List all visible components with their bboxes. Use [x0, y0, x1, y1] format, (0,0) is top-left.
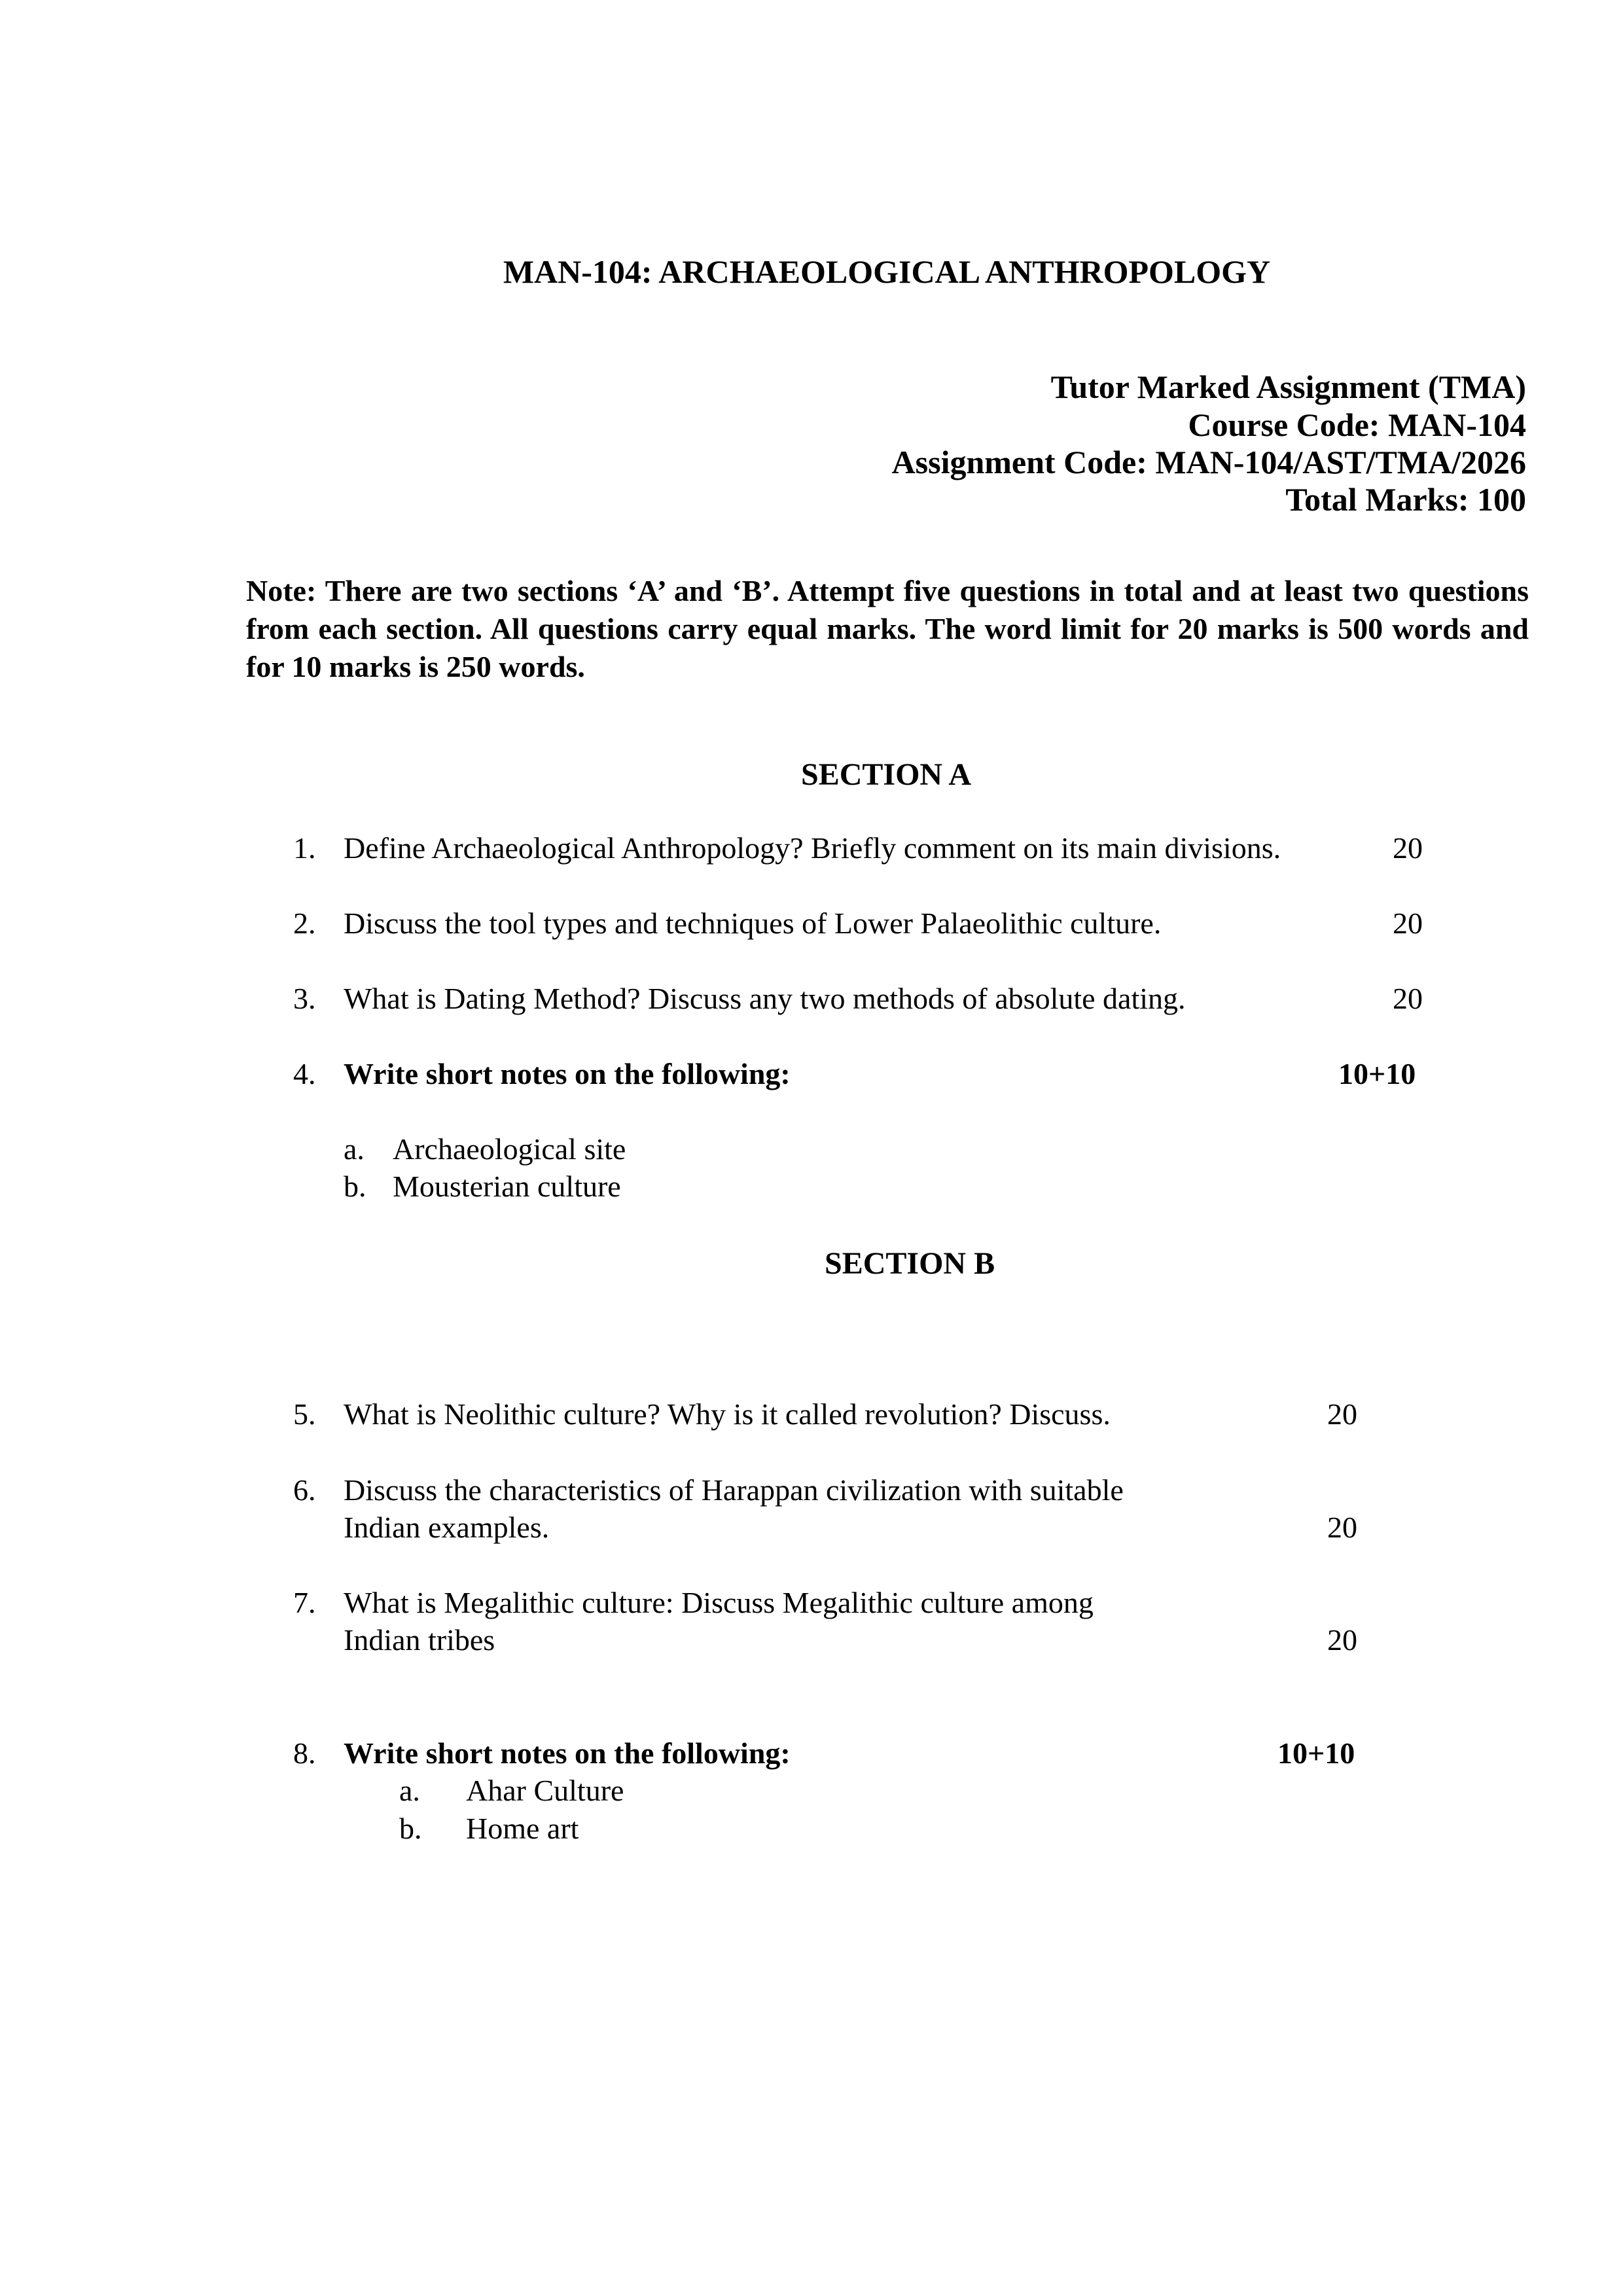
section-a-heading: SECTION A — [801, 757, 972, 792]
question-number: 5. — [293, 1397, 316, 1431]
question-text: What is Dating Method? Discuss any two methods of absolute dating. — [344, 982, 1186, 1015]
sub-item-text: Mousterian culture — [393, 1170, 621, 1203]
question-marks: 20 — [1393, 982, 1423, 1015]
question-text: Define Archaeological Anthropology? Briefly comment on its main divisions. — [344, 831, 1281, 865]
question-text-line: What is Megalithic culture: Discuss Megalithic culture among — [344, 1586, 1094, 1619]
question-number: 1. — [293, 831, 316, 865]
sub-item-letter: a. — [399, 1774, 420, 1807]
document-title: MAN-104: ARCHAEOLOGICAL ANTHROPOLOGY — [503, 253, 1271, 290]
sub-item-text: Archaeological site — [393, 1132, 626, 1166]
question-number: 3. — [293, 982, 316, 1015]
question-number: 8. — [293, 1736, 316, 1770]
sub-item-text: Ahar Culture — [466, 1774, 624, 1807]
sub-item-text: Home art — [466, 1812, 579, 1845]
question-text: Write short notes on the following: — [344, 1057, 791, 1090]
question-marks: 20 — [1327, 1397, 1357, 1431]
question-text: Discuss the tool types and techniques of Lower Palaeolithic culture. — [344, 906, 1162, 940]
assignment-code: Assignment Code: MAN-104/AST/TMA/2026 — [891, 444, 1526, 480]
question-marks: 20 — [1393, 831, 1423, 865]
sub-item-letter: b. — [344, 1170, 366, 1203]
question-number: 7. — [293, 1586, 316, 1619]
question-marks: 10+10 — [1338, 1057, 1416, 1090]
question-number: 4. — [293, 1057, 316, 1090]
question-number: 2. — [293, 906, 316, 940]
question-text-line: Indian tribes — [344, 1623, 495, 1657]
question-marks: 10+10 — [1277, 1736, 1355, 1770]
assignment-type: Tutor Marked Assignment (TMA) — [1050, 368, 1526, 405]
question-marks: 20 — [1327, 1511, 1357, 1544]
section-b-heading: SECTION B — [825, 1246, 995, 1281]
question-number: 6. — [293, 1473, 316, 1507]
question-text: Write short notes on the following: — [344, 1736, 791, 1770]
instructions-note: Note: There are two sections ‘A’ and ‘B’. Attempt five questions in total and at least two questions from each section. All questions carry equal marks. The word limit for 20 marks is 500 words and for 10 marks is 250 words. — [246, 574, 1529, 683]
sub-item-letter: a. — [344, 1132, 365, 1166]
total-marks: Total Marks: 100 — [1285, 481, 1526, 518]
question-text-line: Indian examples. — [344, 1511, 550, 1544]
question-marks: 20 — [1393, 906, 1423, 940]
sub-item-letter: b. — [399, 1812, 422, 1845]
question-text-line: Discuss the characteristics of Harappan civilization with suitable — [344, 1473, 1124, 1507]
question-marks: 20 — [1327, 1623, 1357, 1657]
question-text: What is Neolithic culture? Why is it called revolution? Discuss. — [344, 1397, 1111, 1431]
course-code: Course Code: MAN-104 — [1188, 406, 1526, 443]
